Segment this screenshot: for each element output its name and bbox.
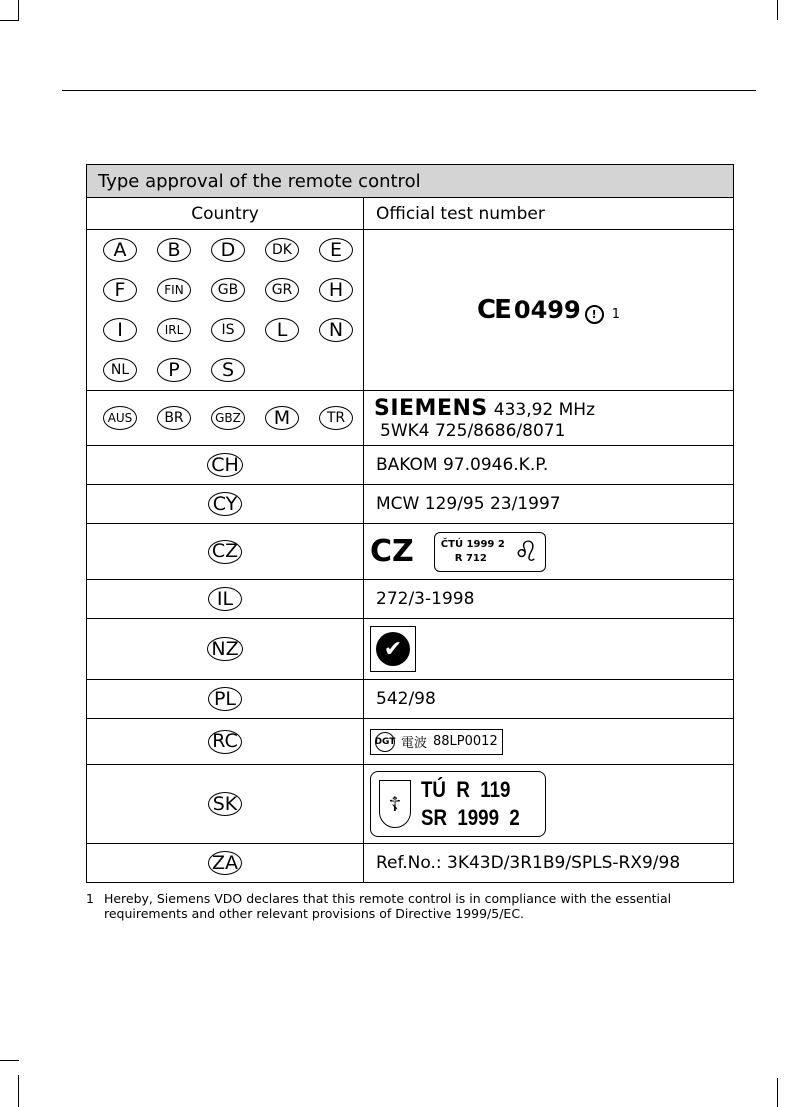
crop-mark (0, 1060, 19, 1061)
column-header-test-number: Official test number (364, 198, 734, 230)
country-oval: PL (208, 687, 242, 711)
sk-mark-cell (364, 765, 734, 844)
table-row (87, 446, 734, 485)
ce-mark (364, 295, 733, 325)
country-group-eu (87, 230, 364, 391)
table-row (87, 765, 734, 844)
c-tick-cell (364, 619, 734, 680)
alert-icon: ! (585, 305, 604, 324)
table-row (87, 680, 734, 719)
country-oval: CZ (208, 540, 242, 564)
mark-line: TÚ R 119 (420, 777, 511, 802)
table-row (87, 619, 734, 680)
ctu-logo: CZ (370, 534, 414, 569)
dgt-logo-icon: DGT (375, 732, 395, 752)
country-oval: M (265, 406, 299, 430)
country-oval: A (103, 238, 137, 262)
country-group-2 (87, 391, 364, 446)
country-oval: F (103, 278, 137, 302)
rc-mark-cell (364, 719, 734, 765)
country-oval: NL (103, 358, 137, 382)
country-oval: D (211, 238, 245, 262)
table-row (87, 391, 734, 446)
part-code: 5WK4 725/8686/8071 (380, 420, 566, 441)
siemens-cell (364, 391, 734, 446)
test-number: MCW 129/95 23/1997 (364, 485, 734, 524)
lion-emblem-icon: ♌ (513, 535, 539, 568)
cz-mark-cell (364, 524, 734, 580)
test-number: BAKOM 97.0946.K.P. (364, 446, 734, 485)
crop-mark (0, 20, 19, 21)
test-number: Ref.No.: 3K43D/3R1B9/SPLS-RX9/98 (364, 844, 734, 883)
country-oval: IL (208, 587, 242, 611)
country-oval: L (265, 318, 299, 342)
test-number: 88LP0012 (433, 734, 498, 749)
country-oval: BR (157, 406, 191, 430)
country-oval: N (319, 318, 353, 342)
table-row (87, 719, 734, 765)
table-row (87, 485, 734, 524)
country-oval: TR (319, 406, 353, 430)
country-oval: RC (208, 730, 242, 754)
crop-mark (777, 1078, 778, 1107)
country-oval: E (319, 238, 353, 262)
notified-body-number: 0499 (513, 296, 581, 324)
footnote-marker: 1 (86, 891, 94, 906)
stamp-line: ČTÚ 1999 2 (440, 538, 505, 550)
country-oval: GB (211, 278, 245, 302)
frequency: 433,92 MHz (493, 399, 596, 420)
country-oval: CH (207, 453, 243, 477)
country-oval: IS (211, 318, 245, 342)
country-oval: CY (208, 492, 242, 516)
slovak-shield-icon: ☦ (379, 780, 411, 828)
table-row (87, 844, 734, 883)
country-oval: AUS (103, 406, 137, 430)
footnote-text: Hereby, Siemens VDO declares that this remote control is in compliance with the essential requirements and other relevant provisions of Directive 1999/5/EC. (103, 891, 672, 921)
footnote (86, 891, 746, 921)
footnote-ref: 1 (611, 307, 620, 322)
ctu-stamp (434, 532, 546, 572)
country-oval-grid (87, 230, 363, 390)
country-oval: IRL (157, 318, 191, 342)
crop-mark (18, 1075, 19, 1107)
crop-mark (18, 0, 19, 20)
type-approval-table (86, 164, 734, 883)
stamp-line: R 712 (454, 552, 487, 564)
country-oval: GR (265, 278, 299, 302)
ce-logo: CE (477, 295, 510, 325)
country-oval: I (103, 318, 137, 342)
c-tick-icon: ✔ (370, 626, 416, 672)
sk-approval-mark (370, 771, 546, 837)
table-title: Type approval of the remote control (87, 165, 734, 198)
country-oval: GBZ (211, 406, 245, 430)
rc-approval-mark (370, 729, 503, 755)
column-header-country: Country (87, 198, 364, 230)
table-row (87, 524, 734, 580)
test-number: 272/3-1998 (364, 580, 734, 619)
crop-mark (777, 0, 778, 20)
rc-label: 電波 (401, 736, 428, 751)
table-row (87, 580, 734, 619)
country-oval: DK (265, 238, 299, 262)
country-oval: FIN (157, 278, 191, 302)
country-oval: ZA (208, 851, 242, 875)
country-oval: S (211, 358, 245, 382)
test-number: 542/98 (364, 680, 734, 719)
country-oval: NZ (207, 637, 242, 661)
mark-line: SR 1999 2 (420, 805, 520, 830)
ce-mark-cell (364, 230, 734, 391)
header-rule (62, 90, 756, 91)
table-row (87, 230, 734, 391)
country-oval: B (157, 238, 191, 262)
siemens-logo: SIEMENS (374, 395, 488, 421)
country-oval: P (157, 358, 191, 382)
country-oval: SK (208, 792, 242, 816)
country-oval-grid (87, 402, 363, 434)
country-oval: H (319, 278, 353, 302)
